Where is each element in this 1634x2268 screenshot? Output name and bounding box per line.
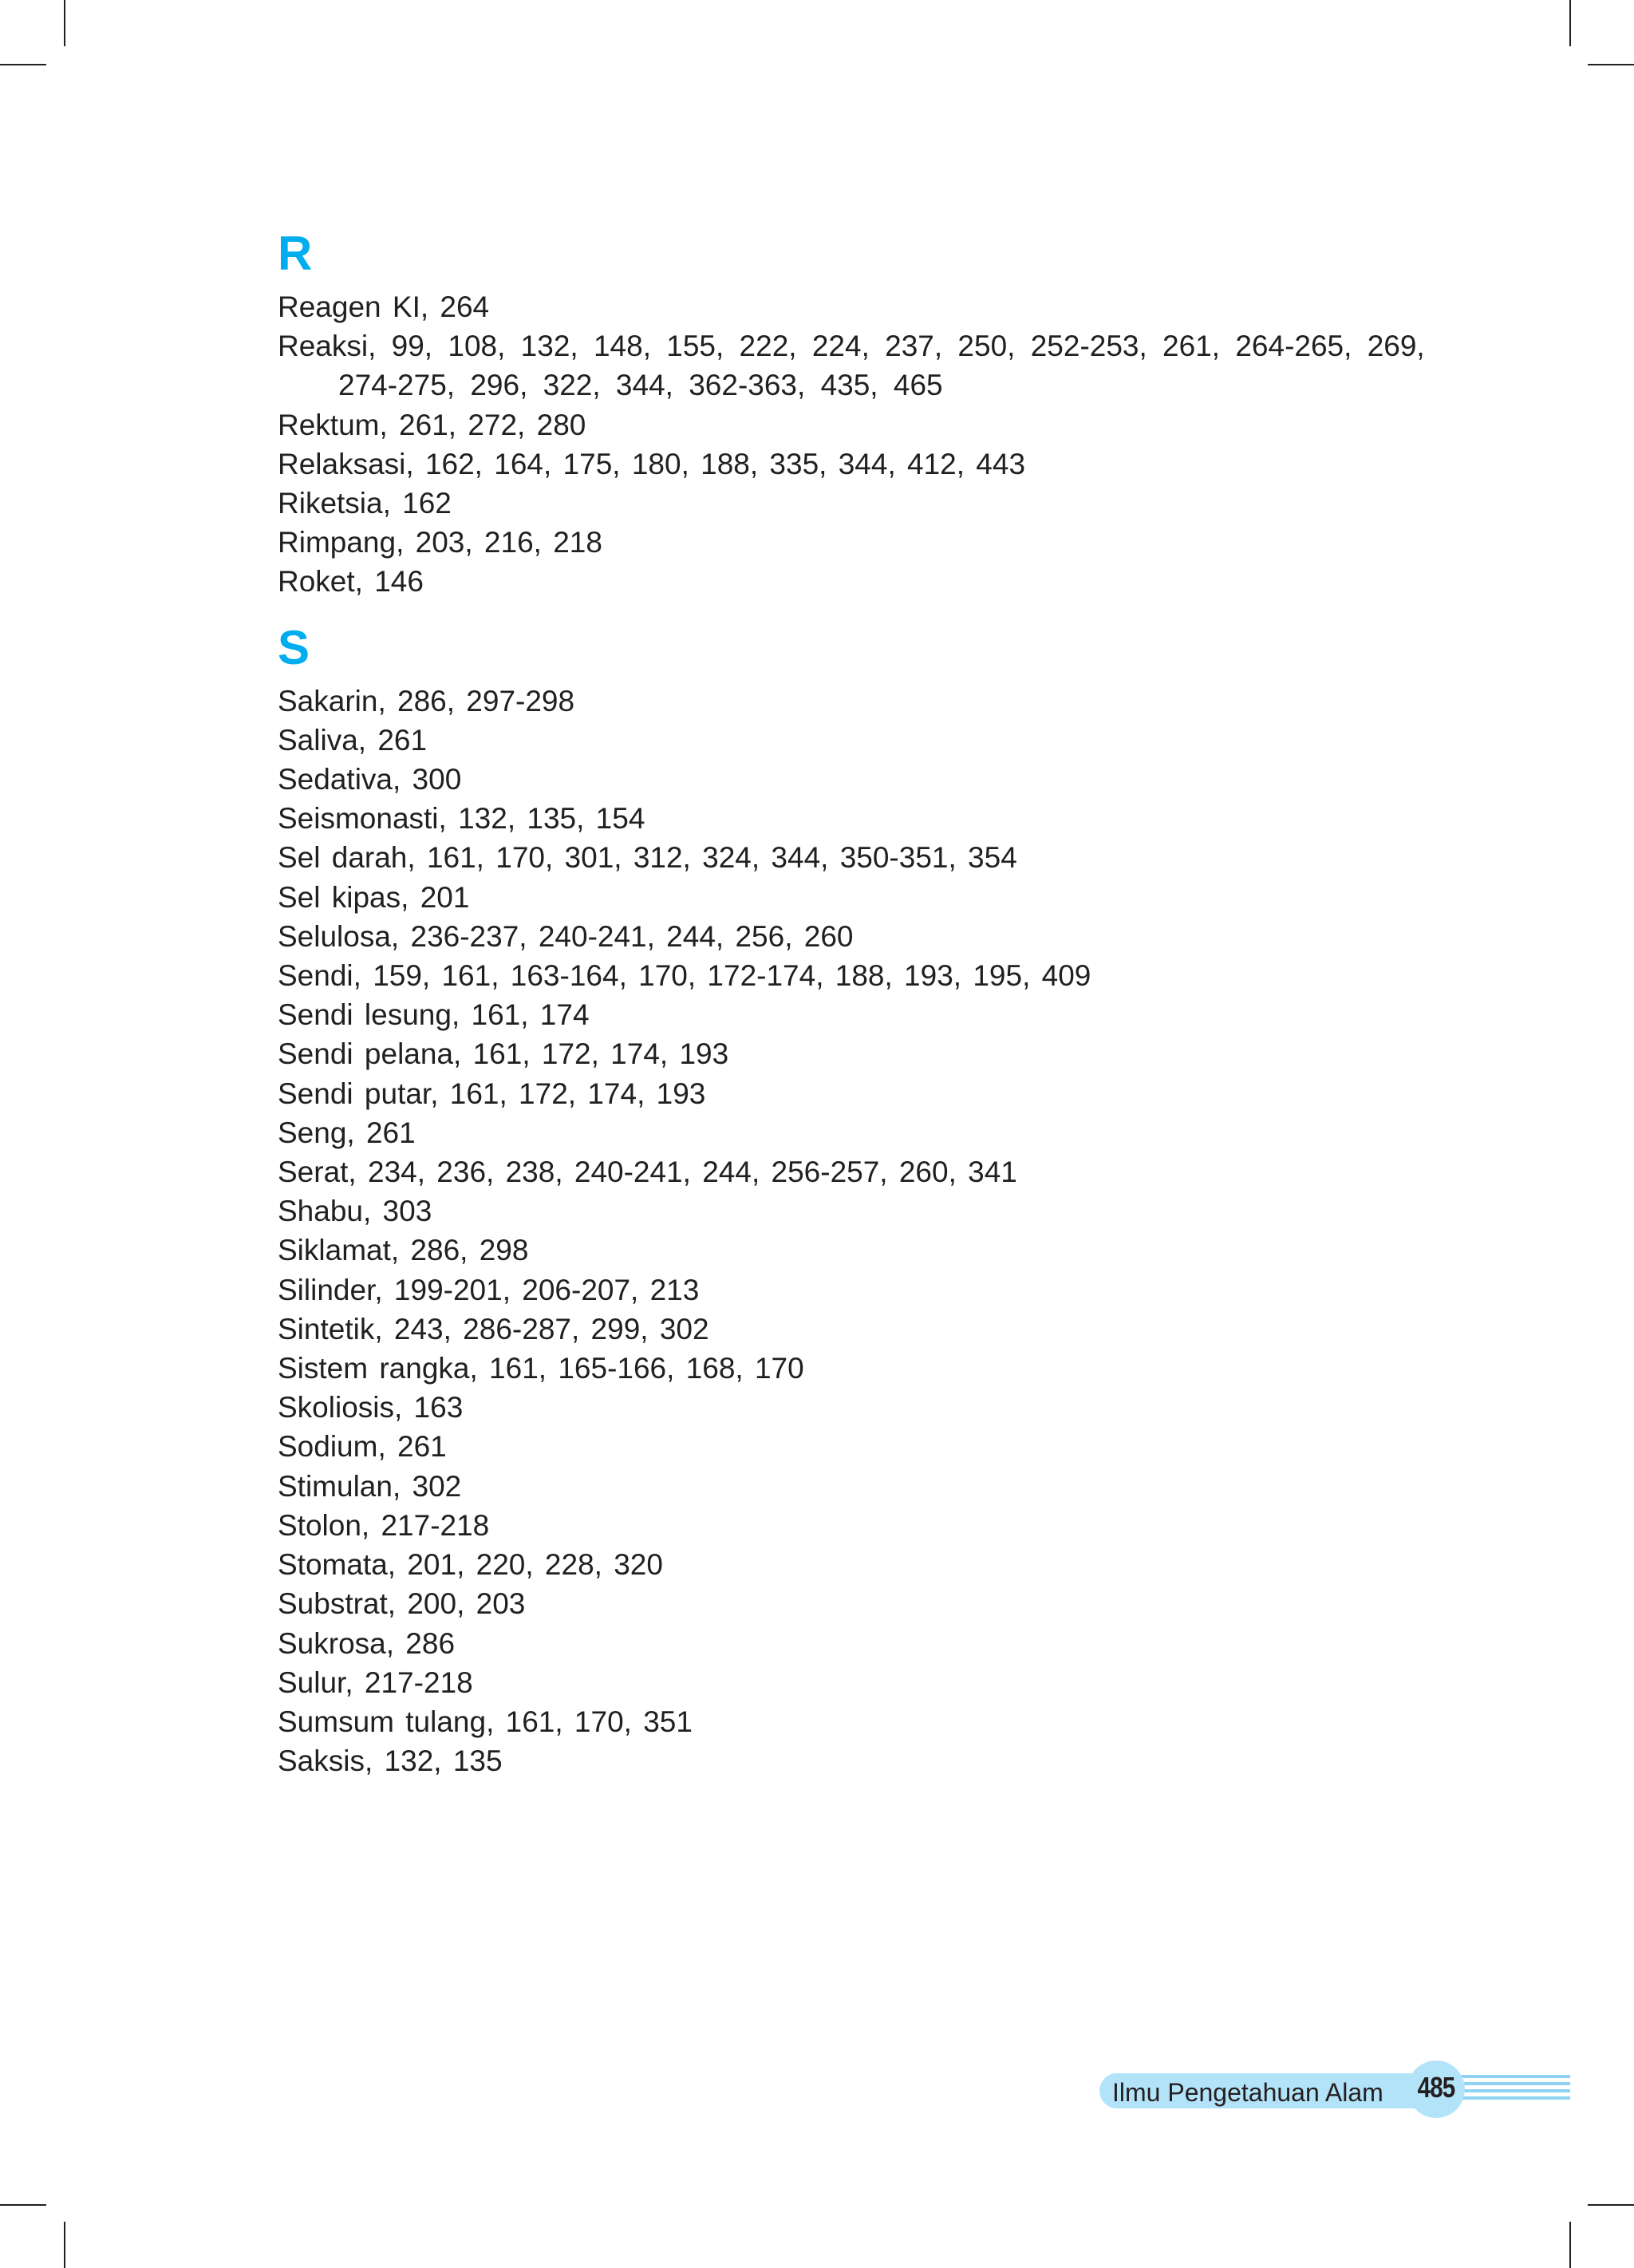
index-entry: Rimpang, 203, 216, 218 xyxy=(278,526,602,559)
section-heading-s: S xyxy=(278,620,310,674)
index-entry: Relaksasi, 162, 164, 175, 180, 188, 335, 344, 412, 443 xyxy=(278,447,1026,480)
index-entry: Saliva, 261 xyxy=(278,723,428,757)
index-entry: Serat, 234, 236, 238, 240-241, 244, 256-257, 260, 341 xyxy=(278,1156,1017,1189)
index-entry: Shabu, 303 xyxy=(278,1195,432,1228)
index-entry: Sumsum tulang, 161, 170, 351 xyxy=(278,1705,693,1738)
index-entry: Sakarin, 286, 297-298 xyxy=(278,684,575,717)
index-content xyxy=(278,225,1427,1780)
crop-mark-bottom-left-vertical xyxy=(64,2222,65,2268)
index-entry: Selulosa, 236-237, 240-241, 244, 256, 260 xyxy=(278,919,854,953)
index-entry: Sulur, 217-218 xyxy=(278,1665,473,1699)
index-entry: Silinder, 199-201, 206-207, 213 xyxy=(278,1273,700,1306)
index-entry: Stimulan, 302 xyxy=(278,1469,462,1503)
index-entry: Skoliosis, 163 xyxy=(278,1391,464,1424)
crop-mark-bottom-left-horizontal xyxy=(0,2204,46,2206)
index-entry: Sel kipas, 201 xyxy=(278,880,470,914)
index-entry: Sendi lesung, 161, 174 xyxy=(278,998,590,1032)
index-list-s xyxy=(278,682,1427,1781)
page-footer xyxy=(1099,2061,1570,2116)
index-entry: Seismonasti, 132, 135, 154 xyxy=(278,802,645,836)
index-entry: Sintetik, 243, 286-287, 299, 302 xyxy=(278,1312,709,1345)
index-entry: Seng, 261 xyxy=(278,1116,416,1149)
index-entry: Sukrosa, 286 xyxy=(278,1626,456,1660)
index-list-r xyxy=(278,287,1427,602)
index-entry: Sel darah, 161, 170, 301, 312, 324, 344, 350-351, 354 xyxy=(278,841,1017,875)
index-entry: Riketsia, 162 xyxy=(278,487,452,520)
index-entry: Sendi pelana, 161, 172, 174, 193 xyxy=(278,1037,729,1071)
index-entry: Roket, 146 xyxy=(278,565,424,599)
index-entry: Substrat, 200, 203 xyxy=(278,1587,526,1621)
section-heading-r: R xyxy=(278,227,313,280)
index-entry: Stolon, 217-218 xyxy=(278,1508,490,1542)
index-entry: Sedativa, 300 xyxy=(278,763,462,796)
index-entry: Sodium, 261 xyxy=(278,1430,447,1464)
index-entry: Stomata, 201, 220, 228, 320 xyxy=(278,1548,663,1582)
crop-mark-top-right-vertical xyxy=(1569,0,1571,46)
index-entry: Rektum, 261, 272, 280 xyxy=(278,408,586,441)
book-title: Ilmu Pengetahuan Alam xyxy=(1112,2078,1383,2107)
index-entry: Reaksi, 99, 108, 132, 148, 155, 222, 224, 237, 250, 252-253, 261, 264-265, 269, 274-275, 296, 322, 344, 362-363, 435, 465 xyxy=(278,330,1425,402)
index-entry: Reagen KI, 264 xyxy=(278,290,490,323)
crop-mark-top-left-horizontal xyxy=(0,64,46,65)
crop-mark-bottom-right-vertical xyxy=(1569,2222,1571,2268)
index-entry: Sistem rangka, 161, 165-166, 168, 170 xyxy=(278,1352,804,1385)
crop-mark-top-left-vertical xyxy=(64,0,65,46)
crop-mark-bottom-right-horizontal xyxy=(1588,2204,1634,2206)
page-number: 485 xyxy=(1417,2071,1455,2104)
index-entry: Saksis, 132, 135 xyxy=(278,1744,503,1778)
crop-mark-top-right-horizontal xyxy=(1588,64,1634,65)
index-entry: Sendi putar, 161, 172, 174, 193 xyxy=(278,1077,706,1110)
index-entry: Siklamat, 286, 298 xyxy=(278,1234,529,1267)
index-entry: Sendi, 159, 161, 163-164, 170, 172-174, 188, 193, 195, 409 xyxy=(278,959,1091,993)
